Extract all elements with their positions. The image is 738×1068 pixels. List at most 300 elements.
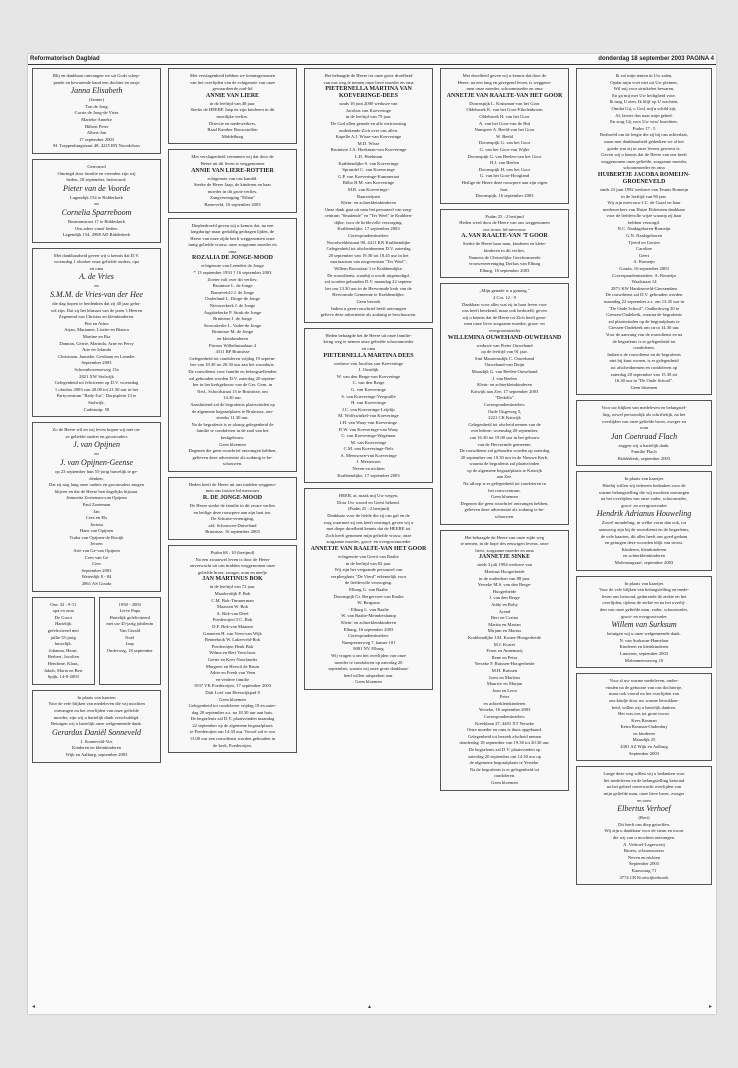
notice-name: Hendrik Adrianus Houweling <box>596 509 692 519</box>
notice-col3-1 <box>304 328 433 483</box>
notice-text: Doornspijk G. van het Goor <box>478 140 531 146</box>
notice-text: Indien u geen rouwbrief heeft ontvangen <box>331 305 406 311</box>
notice-text: Lange deze weg willen wij u bedanken voor <box>603 771 685 777</box>
notice-text: Waterdijk 8 - 84 <box>81 574 112 580</box>
notice-cap: PIETERNELLA MARTINA DEES <box>323 352 414 359</box>
notice-text: Geen bloemen <box>491 780 518 785</box>
notice-name: A. de Vries <box>79 272 114 282</box>
notice-text: 2871 KW Hardinxveld-Giessendam <box>611 285 677 291</box>
notice-text: Gelegenheid tot condoleren vrijdag 19 en zater- <box>188 703 277 709</box>
notice-text: tot afscheidnemen en condoleren op <box>610 364 678 370</box>
notice-text: Van Gerald <box>119 628 141 633</box>
notice-text: Geen bloemen <box>219 696 246 702</box>
notice-text: den van onze geliefde man, vader, schoonvader, <box>599 606 689 612</box>
notice-text: Peter <box>499 694 510 700</box>
notice-text: Bruinisse M. de Jonge <box>211 329 254 335</box>
notice-text: 4311 BP Bruinisse <box>215 349 250 355</box>
notice-text: woensdag 1 oktober onze geliefde ouders, opa <box>53 259 140 265</box>
notice-text: met uw 45-jarig jubileum <box>106 621 154 627</box>
notice-text: September 2003 <box>629 861 659 867</box>
notice-text: Barneveld, 16 september 2003 <box>204 201 261 207</box>
notice-text: opa en oma <box>52 608 74 614</box>
notice-text: sinds 16 juni 2000 weduwe van <box>339 101 398 107</box>
notice-text: Noel <box>125 634 135 640</box>
notice-text: W. van den Berge-van Koeveringe <box>336 373 401 379</box>
notice-text: op 23 september hun 55-jarig huwelijk te ge- <box>55 468 138 474</box>
notice-text: Met verslagenheid vernamen wij dat door de <box>191 154 274 160</box>
notice-cap: ANNETJE VAN RAALTE-VAN HET GOOR <box>446 92 563 99</box>
notice-text: De Schutse-vereniging, <box>210 516 255 522</box>
notice-text: Diepbedroefd geven wij u kennis dat, na een <box>191 222 274 228</box>
notice-text: Getrouwd <box>87 163 106 169</box>
notice-text: Wilma en Bert Verschoor <box>209 650 256 656</box>
notice-text: Molenaargraaf, september 2003 <box>614 560 674 565</box>
notice-name: J. van Opijnen <box>73 440 120 450</box>
notice-text: Tjeerd en Gerriet <box>628 239 660 245</box>
notice-text: heid, willen wij u hartelijk danken. <box>611 704 677 710</box>
notice-text: Psalm 17 : 5 <box>632 125 656 131</box>
notice-text: kerkgebouw. <box>220 434 245 440</box>
notice-text: Nunspeeterweg 7, kamer 101 <box>341 639 396 645</box>
notice-text: moeilijke verlies. <box>216 113 249 119</box>
notice-text: Geen bloemen <box>491 494 518 500</box>
notice-text: En zorg Gij voor Uw wiss' knechten. <box>610 119 678 125</box>
notice-text: Maassen W. Bok <box>216 604 248 610</box>
notice-text: Het was ons tot grote troost. <box>618 711 670 717</box>
notice-text: familie te condoleren in de zaal van het <box>196 428 269 434</box>
notice-col5-3 <box>576 576 712 669</box>
arrow-left-icon[interactable]: ◂ <box>32 1003 36 1010</box>
notice-text: gewaardeerde oud-lid <box>212 86 253 92</box>
notice-text: Willem Rootstraat 1 te Krabbendijke. <box>334 266 403 272</box>
notice-col2-1 <box>168 149 297 212</box>
notice-text: Joost en Marlous <box>488 674 521 680</box>
notice-text: Maasdijk G. van Beelen-Ouwehand <box>471 368 538 374</box>
notice-name3: S.M.M. de Vries-van der Hee <box>50 290 143 300</box>
notice-text: pende en bewarende hand een dochter en zusje <box>53 79 140 85</box>
notice-text: M.H. Ruissen <box>491 667 518 673</box>
notice-text: Gouda, 16 september 2003 <box>619 266 669 272</box>
notice-text: op de algemene begraafplaats te Katwijk <box>467 467 542 473</box>
notice-text: G. van het Goor-Hoogland <box>479 173 530 179</box>
notice-text: zeggen wij u hartelijk dank. <box>618 442 670 448</box>
notice-text: Dankbaar voor alles wat zij in haar leven voor <box>462 301 547 307</box>
notice-text: Maurice en Marjan <box>486 681 523 687</box>
notice-text: verpleeghuis "De Vierd" erkentelijk voor <box>330 573 407 579</box>
notice-col5-2 <box>576 471 712 570</box>
notice-text: sinds 23 juni 1992 weduwe van Teunis Romeijn <box>599 186 689 192</box>
notice-text: 3774 CB Kootwijkerbroek <box>619 874 669 880</box>
notice-text: C.M. van Koeveringe-Nels <box>343 446 394 452</box>
notice-text: 2 Cor. 12 : 9 <box>493 295 516 301</box>
notice-text: Kaaswaag 71 <box>631 867 657 873</box>
notice-text: de algemene begraafplaats te Bruinisse, om- <box>191 408 274 414</box>
notice-text: N. van Surksum-Hamelaar <box>619 637 669 643</box>
notice-col1-2 <box>32 248 161 417</box>
notice-text: De rouwdienst zal gehouden worden op zaterdag <box>459 448 550 454</box>
notice-text: Frans en Annemarij <box>486 648 523 654</box>
notice-cap: PIETERNELLA MARTINA VAN KOEVERINGE-DEES <box>325 86 412 100</box>
notice-text: Cees <box>92 561 101 567</box>
notice-text: Heere van onze zijde heeft weggenomen onze <box>190 235 275 241</box>
notice-text: medewerkers van Huize Eldrenzen dankbaar <box>602 206 686 212</box>
notice-text: in de leeftijd van 90 jaar. <box>621 193 667 199</box>
notice-text: En ga mij met Uw heiligheid voor. <box>612 92 676 98</box>
notice-text: en oma <box>89 265 104 271</box>
notice-col4-3 <box>440 530 569 791</box>
notice-text: Jeroen <box>90 541 103 547</box>
notice-name: Willem van Surksum <box>611 620 677 630</box>
notice-text: Rene en Petra <box>491 654 518 660</box>
notice-text: Cadeautip: 58 <box>83 406 110 412</box>
notice-text: Cees van Ge <box>84 554 109 560</box>
notice-text: maandag 22 september a.s. om 13.45 uur in <box>603 299 685 304</box>
notice-text: en achterkleinkinderen <box>483 700 526 706</box>
notice-text: van de Hervormde gemeente. <box>477 441 532 447</box>
notice-text: moeder, zijn wij u hartelijk dank verschuldigd. <box>53 714 140 720</box>
notice-text: te nemen, in de hope des eeuwigen levens, onze <box>460 541 549 547</box>
notice-cap: WILLEMINA OUWEHAND-OUWEHAND <box>447 334 562 341</box>
notice-text: Addy en Roby <box>491 601 518 607</box>
notice-text: Heilige de Heere deze rouwpere aan zijn eigen <box>461 179 548 185</box>
notice-text: I.H. van Waay-van Koeveringe <box>339 419 398 425</box>
notice-text: ons heeft betekend, maar ook bedroefd, geven <box>462 308 547 314</box>
notice-text: wij u kennis dat de Heere tot Zich heeft geno- <box>462 314 547 320</box>
notice-text: Sterke de Heere haar man, kinderen en klein- <box>462 241 547 247</box>
notice-text: het rouwcentrum. <box>488 487 521 493</box>
notice-text: Door Uw woord en Geest bekend. <box>337 499 400 505</box>
notice-text: September 2003 <box>629 750 659 756</box>
notice-text: zal plaatsvinden op de begraafplaats te <box>608 318 680 324</box>
notice-text: waarna de begrafenis zal plaatsvinden <box>469 461 540 467</box>
notice-text: Zich heeft genomen mijn geliefde vrouw, onze <box>325 532 412 538</box>
notice-name: Elbertus Verhoef <box>617 804 671 814</box>
notice-text: Gelegenheid tot bezoek afscheid nemen <box>467 733 542 739</box>
notice-text: De rouwdienst zal D.V. gehouden worden <box>605 292 683 298</box>
notice-text: Giessen-Oudekerk om circa 14.30 uur. <box>608 325 680 331</box>
notice-text: Neven en nichten <box>627 854 661 860</box>
notice-text: ber in het kerkgebouw van de Ger. Gem. in <box>192 382 273 388</box>
notice-text: * 13 september 1933 † 16 september 2003 <box>193 270 272 276</box>
notice-text: gelieven deze advertentie als zodanig te be- <box>192 454 273 460</box>
notice-text: W. van Raalte-Meindershamp <box>341 613 396 619</box>
notice-text: H. van Koeveringe <box>351 400 386 406</box>
notice-text: Arend <box>498 608 511 614</box>
notice-text: Degenen die geen rouwbrief ontvangen hebben, <box>188 448 277 454</box>
notice-text: M. van Koeveringe <box>350 439 387 445</box>
page-header <box>28 54 716 65</box>
notice-text: Aansluitend zal de begrafenis plaatsvinden op <box>190 401 275 407</box>
notice-text: Na de begrafenis is er gelegenheid tot <box>469 766 540 772</box>
notice-text: Middelburg <box>221 133 244 139</box>
notice-text: Corrie de Jong-de Vries <box>74 110 119 116</box>
notice-text: Lunteren, september 2003 <box>619 650 669 656</box>
notice-text: goede wat zij in onze levens geweest is. <box>607 145 681 151</box>
notice-text: 2861 AS Gouda <box>81 581 112 587</box>
notice-text: en getuigen deze woorden blijk van troost. <box>604 540 684 546</box>
notice-text: hart. <box>500 186 509 192</box>
notice-text: M.R. van Koeveringe- <box>347 186 390 192</box>
notice-text: blijven en dat de Heere hen dagelijks bijstaat. <box>54 488 139 494</box>
notice-text: Na een zwaarwel leven is door de Heere <box>195 556 270 562</box>
notice-text: (Psalm 25 : 2 berijmd) <box>347 506 390 512</box>
notice-text: Zo de Heere wil en wij leven hopen wij met on- <box>52 427 141 433</box>
notice-col1-1 <box>32 159 161 243</box>
notice-text: Hartelijk <box>55 621 72 627</box>
notice-text: na het overlijden van onze vader, schoonvader, <box>600 496 688 502</box>
notice-text: Hans van Opijnen <box>79 528 114 534</box>
notice-text: Heden behaagde het de Heere uit onze familie- <box>325 332 412 338</box>
notice-text: 1937 VK Poederoijen, 17 september 2003 <box>193 683 272 689</box>
notice-text: vrouwenvereniging Dorkas van Elburg <box>468 261 541 267</box>
notice-text: Voor uw blijken van medeleven en belangstel- <box>601 405 687 411</box>
notice-text: Geen bezoek <box>356 299 381 304</box>
notice-text: en achterkleinkinderen <box>623 553 665 559</box>
notice-text: die dag hopen te herdenken dat zij 40 jaar gehu- <box>52 301 141 307</box>
notice-text: Martine en Ria <box>82 334 111 340</box>
notice-text: J. van Beelen <box>492 375 517 381</box>
notice-text: Sint Maartensdijk C. Ouwehand <box>474 355 535 361</box>
notice-text: M. Trappenburgstraat 48, 4225 RN Noordeloos <box>52 143 141 149</box>
notice-col1-0 <box>32 68 161 154</box>
notice-text: Raad Kamber Bouwstoffen <box>207 127 258 133</box>
notice-text: Adrie en Freek van Veen <box>209 670 256 676</box>
notice-text: Arie van Ge-van Opijnen <box>73 548 120 554</box>
notice-text: Giessen-Oudekerk, waarna de begrafenis <box>606 312 682 318</box>
notice-text: Herbert, Jacolien <box>47 654 79 660</box>
notice-text: Elburg, 16 september 2003 <box>343 626 394 632</box>
notice-text: Met dankbaarheid geven wij u kennis dat D.V. <box>53 252 140 258</box>
notice-text: betuigen wij u onze welgemeende dank. <box>607 631 681 637</box>
notice-text: de liefdevolle verzorging. <box>344 580 393 586</box>
notice-text: In plaats van kaartjes <box>624 476 664 482</box>
notice-text: Indien u de rouwdienst en de begrafenis <box>607 351 681 357</box>
notice-text: Ned., Schoolstraat 13 te Bruinisse, om <box>197 388 268 394</box>
notice-text: Elburg G. van Raalte <box>349 586 388 592</box>
notice-text: moeder in dit grote verlies. <box>207 188 258 194</box>
notice-text: Doornspijk G. van Beelen-van het Goor <box>467 153 542 159</box>
notice-text: Degenen die geen rouwbrief ontvangen hebben, <box>460 500 549 506</box>
notice-text: G.N. Naaktgeboren <box>626 233 662 239</box>
notice-text: Schoonhovenseweg 13a <box>74 367 119 372</box>
notice-text: 20 september van 19.30 tot 18.45 uur in het <box>328 252 409 258</box>
column-1 <box>32 68 161 768</box>
notice-text: J. Meeuwsen <box>356 459 381 465</box>
notice-text: Johanna, Henri, <box>48 647 78 653</box>
notice-text: Maasdijk 25 <box>632 737 656 743</box>
notice-text: Katwijk aan Zee, 17 september 2003 <box>470 388 539 394</box>
notice-col5-1 <box>576 400 712 466</box>
notice-text: Ketra Bosman-Oudenhuy <box>620 724 668 730</box>
notice-text: weduwe van Pieter Ouwehand <box>476 342 533 348</box>
notice-text: Yerseke M.S. van den Berge- <box>477 582 532 588</box>
notice-text: Bosmanstraat 17 te Ridderkerk <box>67 218 126 224</box>
notice-text: Klein- en achterkleinkinderen <box>477 382 532 388</box>
notice-text: afd. Schouwen-Duiveland <box>208 522 257 528</box>
notice-text: langdurige maar geduldig gedragen lijden, de <box>190 229 275 235</box>
notice-text: Psalm 68 : 10 (berijmd) <box>210 550 255 556</box>
notice-text: Augsbekerke P. Struk-de Jonge <box>203 309 262 315</box>
notice-text: Onze moeder en oma is thuis opgebaard. <box>467 727 542 733</box>
notice-col3-0 <box>304 68 433 323</box>
notice-text: schouwen. <box>222 461 243 467</box>
notice-text: mortuarium van zorgcentrum "Ter Weel", <box>330 259 407 265</box>
notice-text: men onze lieve zorgzame moeder, groot- en <box>464 321 545 327</box>
notice-col4-1 <box>440 209 569 279</box>
notice-text: Na de begrafenis is er alsnog gelegenheid de <box>191 421 274 427</box>
notice-text: S. van Koeveringe-Verspuille <box>341 393 396 399</box>
center-mark-icon: ▴ <box>368 1003 372 1010</box>
notice-text: zal worden gehouden D.V. maandag 22 septem- <box>324 279 413 285</box>
notice-text: heid willen uitspreken aan. <box>343 672 394 678</box>
notice-text: J. Sonneveld-Vos <box>80 738 113 744</box>
notice-text: L.D. Hoekman <box>354 153 383 159</box>
notice-text: van 16.30 tot 19.00 uur in het gebouw <box>469 434 540 440</box>
notice-text: Kapelle A.J. Wisse-van Koeveringe <box>335 134 402 140</box>
notice-text: W. Beeld <box>496 133 513 139</box>
notice-text: Correspondentieadres: <box>347 233 390 239</box>
notice-text: Zoeter valt over dit verlies: <box>207 276 258 282</box>
notice-text: J. Oostdijk <box>358 367 379 373</box>
notice-text: dijke, voor de liefdevolle verzorging. <box>334 219 403 225</box>
notice-text: Krabbendijke S. van Koeveringe <box>338 160 399 166</box>
notice-text: streeks 11.30 uur. <box>216 415 249 421</box>
notice-text: en oom <box>637 797 651 803</box>
notice-text: ber van 18.30 tot 20.30 uur aan het woonhuis. <box>190 362 275 368</box>
notice-name3: Cornelia Sparreboom <box>61 207 132 217</box>
notice-text: H.J. van Beelen <box>489 160 520 166</box>
notice-text: Barneveld J.J. de Jonge <box>210 289 255 295</box>
notice-name: Pieter van de Voorde <box>62 183 130 193</box>
notice-col5-0 <box>576 68 712 395</box>
notice-text: de begrafenis is er gelegenheid tot <box>612 338 676 344</box>
notice-text: schoonmoeder en oma <box>623 165 665 171</box>
notice-text: maar ook vooral na het overlijden van <box>609 691 679 697</box>
notice-text: Lagendijk 154, 2988 AD Ridderkerk <box>62 232 131 238</box>
notice-cap: ROZALIA DE JONGE-MOOD <box>191 255 273 262</box>
notice-col2-4 <box>168 545 297 753</box>
notice-text: en heilige deze rouwpere aan zijn hart toe. <box>193 509 272 515</box>
notice-text: zal gehouden worden D.V. zaterdag 20 septem- <box>189 375 276 381</box>
page-date-number: donderdag 18 september 2003 PAGINA 4 <box>598 56 714 62</box>
notice-cap: ANNETJE VAN RAALTE-VAN HET GOOR <box>310 546 427 552</box>
notice-text: W. Bergsma <box>357 600 380 606</box>
notice-text: Voor de aanvang van de rouwdienst en na <box>605 331 683 337</box>
notice-text: dag 20 september a.s. na 18.30 uur aan huis. <box>191 709 274 715</box>
notice-text: condoleren. <box>633 345 655 351</box>
notice-text: leven ons betoond, gedurende de ziekte en het <box>601 593 687 599</box>
notice-text: Kinderen en kleinkinderen <box>619 644 669 650</box>
notice-text: Marinus Hoogerheide <box>484 569 525 574</box>
notice-text: Omdat Gij, o God, mij'n schild zijt, <box>611 105 677 111</box>
notice-text: Voor de vele blijken van medeleven die wij mochten <box>48 701 145 707</box>
notice-text: Onze dank gaat uit naar het personeel van zorg- <box>324 206 413 212</box>
notice-text: niet bij kunt wonen, is er gelegenheid <box>609 358 679 364</box>
notice-text: echtgenote van Leendert de Jonge <box>201 263 264 269</box>
notice-text: overlijden van onze geliefde broer, zwager en <box>602 418 686 424</box>
notice-text: 16.30 uur in "De Oude School". <box>614 378 674 384</box>
notice-text: de kerk, Poederoijen. <box>212 742 253 748</box>
notice-text: Kees Bosman <box>631 717 657 723</box>
notice-text: Doornspijk Gi. Bergervoet-van Raalte <box>333 593 404 599</box>
notice-text: lieve, zorgzame moeder en oma <box>475 547 534 553</box>
notice-text: september, waarin wij onze grote dankbaar- <box>328 666 409 672</box>
notice-text: in de leeftijd van 48 jaar. <box>209 100 256 106</box>
notice-text: 8081 NV Elburg <box>353 646 384 652</box>
notice-col5-4 <box>576 673 712 761</box>
notice-text: Noordweldestraat 90, 4411 KN Krabbendijke <box>326 239 411 245</box>
notice-text: zaterdag 20 september van 15.30 tot <box>610 371 678 377</box>
notice-sub: Lagendijk 154 te Ridderkerk <box>70 194 123 200</box>
notice-text: 1958 - 2003 <box>118 601 141 607</box>
notice-text: oom <box>639 425 649 431</box>
notice-text: Caroline <box>636 246 652 252</box>
notice-text: Geert <box>638 252 650 258</box>
notice-text: Psalm 25 : 2 berijmd <box>485 213 524 219</box>
notice-sub: (Janine) <box>89 97 104 103</box>
notice-text: HEER, ai, maak mij Uw wegen, <box>338 493 399 499</box>
notice-text: ons trouw lid mevrouw <box>483 226 526 232</box>
notice-text: Spijk, 14-9-2003 <box>47 674 79 680</box>
notice-text: Piet en Arina <box>84 320 109 326</box>
notice-text: Bruinisse, 16 september 2003 <box>205 529 260 535</box>
notice-text: ling, zowel persoonlijk als schriftelijk, na het <box>602 411 686 417</box>
notice-text: Jan <box>93 508 100 514</box>
notice-text: Truka van Opijnen-de Rooijk <box>69 534 124 540</box>
notice-text: die wij van u mochten ontvangen. <box>612 835 676 840</box>
newspaper-name: Reformatorisch Dagblad <box>30 56 100 62</box>
notice-text: Marieke Anneke <box>81 116 112 122</box>
notice-text: Zegenend van Christus en kleinkinderen. <box>58 314 135 320</box>
notice-text: Ik zal mijn tenten in Uw zalen, <box>615 73 673 78</box>
notice-text: Correspondentieadres: A. Romeijn <box>612 272 676 278</box>
notice-text: en oma <box>361 345 376 351</box>
notice-name: Jan Coenraad Flach <box>610 431 678 441</box>
notice-text: Ons. 32 : 9-11 <box>50 601 77 607</box>
notice-text: overlijden, tijdens de ziekte en na het overlij- <box>602 600 686 606</box>
notice-text: Heden heeft de Heere uit ons midden weggeno- <box>188 481 277 487</box>
notice-text: Jakob, Maria en Bert <box>43 667 83 673</box>
notice-text: G. van het Goor-van Wijhe <box>479 146 530 152</box>
notice-text: groot- en overgrootvader <box>621 613 667 619</box>
notice-text: De begrafenis zal D.V. plaatsvinden op <box>468 747 541 753</box>
notice-cap: HUIBERTJE JACOBA ROMEIJN-GROENEVELD <box>597 171 691 185</box>
notice-text: kinderen in dit verlies. <box>483 248 526 254</box>
notice-text: Neven en nichten <box>352 466 385 472</box>
notice-text: Gelegenheid tot afscheidnemen D.V. zaterdag <box>326 246 411 252</box>
notice-text: C. van Koeveringe-Wagenaar <box>341 433 396 439</box>
notice-cap: A. VAN RAALTE-VAN 'T GOOR <box>461 233 548 240</box>
notice-text: in de leeftijd van 79 jaar. <box>345 114 392 120</box>
notice-text: Gelegenheid tot condoleren vrijdag 19 septem- <box>189 355 276 361</box>
notice-col4-2 <box>440 283 569 524</box>
notice-text: Sterke de HEERE Jaap en zijn kinderen in dit <box>190 107 275 113</box>
arrow-right-icon[interactable]: ▸ <box>708 1003 712 1010</box>
notice-text: Hierbij willen wij iedereen bedanken voor de <box>602 483 686 489</box>
notice-text: Wij zijn het vergaande personeel van <box>334 567 403 573</box>
notice-col2-3 <box>168 477 297 540</box>
notice-name: Janna Elisabeth <box>70 86 123 96</box>
notice-text: Gameren H. van Veen-van Wijk <box>203 630 262 636</box>
notice-col1-3 <box>32 422 161 591</box>
notice-text: in de leeftijd van 72 jaar. <box>209 584 256 590</box>
notice-text: Margreet en Herwil de Bruin <box>205 663 260 669</box>
notice-text: de vele kaarten, dit alles heeft ons goed gedaan <box>600 533 688 539</box>
notice-text: Ouwehand-van Duijn <box>484 362 525 368</box>
notice-text: A. Meeuwsen-van Koeveringe <box>340 452 397 458</box>
notice-text: Stolwijk. <box>88 399 105 405</box>
notice-text: Serooskerke L. Vader-de Jonge <box>203 322 262 328</box>
